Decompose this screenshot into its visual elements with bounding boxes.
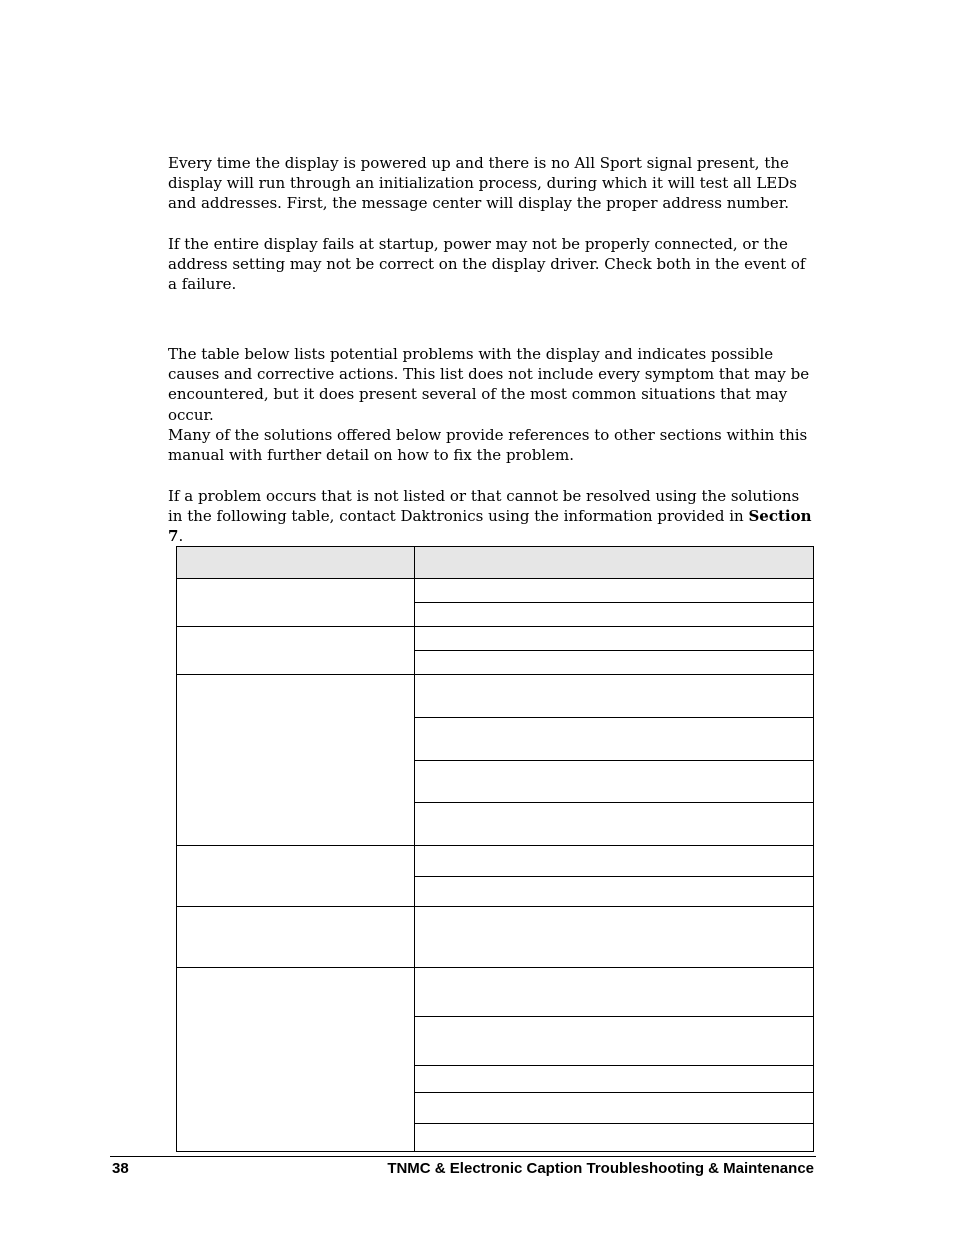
startup-failure-paragraph: If the entire display fails at startup, power may not be properly connected, or the address setting may not be correct on the display driver. Check both in the event of a failure. xyxy=(168,235,806,294)
action-cell xyxy=(415,1017,814,1066)
contact-text: If a problem occurs that is not listed or that cannot be resolved using the solutions in the following table, contact Daktronics using the information provided in xyxy=(168,487,800,526)
footer-rule xyxy=(110,1156,816,1157)
page-number: 38 xyxy=(112,1160,129,1177)
action-cell xyxy=(415,1124,814,1152)
action-cell xyxy=(415,877,814,907)
table-row xyxy=(177,907,814,968)
contact-text-end: . xyxy=(178,527,184,546)
action-cell xyxy=(415,846,814,877)
table-intro-paragraph: The table below lists potential problems with the display and indicates possible causes and corrective actions. This list does not include every symptom that may be encountered, but it does present several of the most common situations that may occur. xyxy=(168,345,810,424)
troubleshooting-table xyxy=(176,546,814,1152)
action-cell xyxy=(415,803,814,846)
header-action xyxy=(415,547,814,579)
action-cell xyxy=(415,603,814,627)
action-cell xyxy=(415,718,814,761)
table-row xyxy=(177,675,814,718)
startup-paragraph: Every time the display is powered up and there is no All Sport signal present, the display will run through an initialization process, during which it will test all LEDs and addresses. First, the message center will display the proper address number. xyxy=(168,154,797,213)
section-reference: Section 7 xyxy=(168,507,812,546)
symptom-cell xyxy=(177,627,415,675)
table-row xyxy=(177,627,814,651)
symptom-cell xyxy=(177,675,415,846)
symptom-cell xyxy=(177,907,415,968)
references-paragraph: Many of the solutions offered below provide references to other sections within this manual with further detail on how to fix the problem. xyxy=(168,426,808,465)
action-cell xyxy=(415,907,814,968)
contact-paragraph xyxy=(168,486,818,547)
action-cell xyxy=(415,579,814,603)
symptom-cell xyxy=(177,846,415,907)
footer-title: TNMC & Electronic Caption Troubleshooting & Maintenance xyxy=(387,1160,814,1177)
action-cell xyxy=(415,761,814,803)
action-cell xyxy=(415,627,814,651)
table-row xyxy=(177,579,814,603)
symptom-cell xyxy=(177,968,415,1152)
table-row xyxy=(177,968,814,1017)
action-cell xyxy=(415,651,814,675)
symptom-cell xyxy=(177,579,415,627)
action-cell xyxy=(415,1093,814,1124)
action-cell xyxy=(415,968,814,1017)
table-row xyxy=(177,846,814,877)
action-cell xyxy=(415,675,814,718)
header-symptom xyxy=(177,547,415,579)
table-header-row xyxy=(177,547,814,579)
action-cell xyxy=(415,1066,814,1093)
